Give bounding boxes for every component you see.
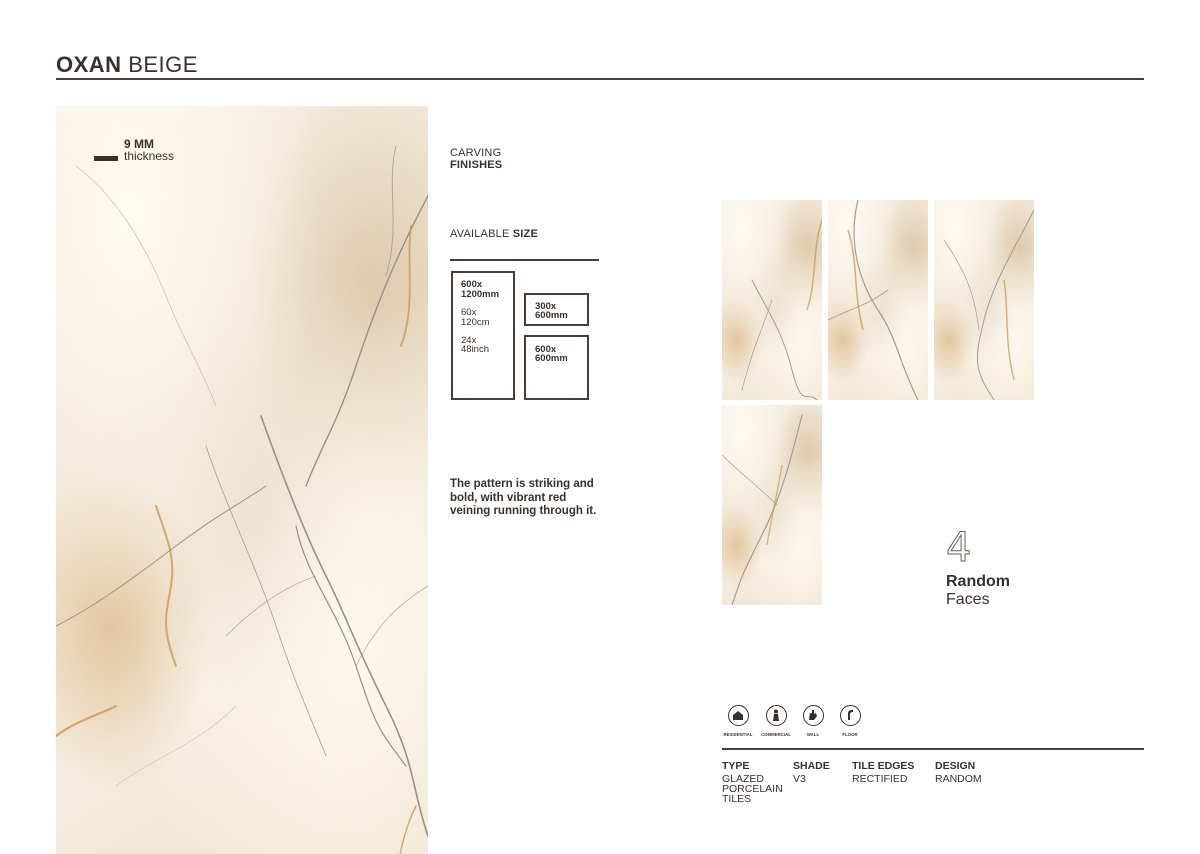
face-image — [722, 200, 822, 400]
wall-icon — [803, 705, 824, 726]
size-box-600x600 — [524, 335, 589, 400]
face-image — [828, 200, 928, 400]
page-title — [56, 52, 198, 78]
usage-wall — [793, 705, 833, 737]
size-divider — [450, 259, 599, 261]
thickness-value: 9 MM — [124, 137, 154, 151]
size-inch-line2: 48inch — [461, 344, 489, 355]
usage-floor — [830, 705, 870, 737]
title-light: BEIGE — [128, 52, 198, 77]
face-veins — [722, 200, 822, 400]
thickness-bar-icon — [94, 156, 118, 161]
commercial-icon — [766, 705, 787, 726]
faces-label: Faces — [946, 591, 990, 608]
face-veins — [722, 405, 822, 605]
face-veins — [934, 200, 1034, 400]
spec-type-line3: TILES — [722, 793, 752, 805]
usage-label: FLOOR — [842, 732, 858, 737]
product-description: The pattern is striking and bold, with vibrant red veining running through it. — [450, 478, 597, 517]
size-box-300x600 — [524, 293, 589, 326]
header-divider — [56, 78, 1144, 80]
size-300-line2: 600mm — [535, 310, 568, 321]
size-box-600x1200 — [451, 271, 515, 400]
marble-veins — [56, 106, 428, 854]
available-size-bold: SIZE — [512, 228, 538, 240]
size-inch-line1: 24x — [461, 335, 477, 346]
face-image — [934, 200, 1034, 400]
spec-tile-edges-heading: TILE EDGES — [852, 760, 915, 772]
size-mm-line2: 1200mm — [461, 289, 500, 300]
main-tile-image — [56, 106, 428, 854]
usage-label: RESIDENTIAL — [723, 732, 753, 737]
specs-divider — [722, 748, 1144, 750]
spec-type-heading: TYPE — [722, 760, 750, 772]
size-300-line1: 300x — [535, 301, 557, 312]
spec-type-line1: GLAZED — [722, 773, 765, 785]
faces-label-bold: Random — [946, 573, 1010, 590]
face-image — [722, 405, 822, 605]
size-cm-line1: 60x — [461, 307, 477, 318]
spec-design-value: RANDOM — [935, 773, 982, 785]
spec-shade-heading: SHADE — [793, 760, 830, 772]
size-600-line2: 600mm — [535, 353, 568, 364]
thickness-label: thickness — [124, 149, 175, 163]
spec-tile-edges-value: RECTIFIED — [852, 773, 908, 785]
available-size-heading — [450, 228, 538, 240]
spec-design-heading: DESIGN — [935, 760, 976, 772]
available-size-light: AVAILABLE — [450, 228, 510, 240]
usage-commercial — [756, 705, 796, 737]
finishes-line1: CARVING — [450, 147, 502, 159]
size-cm-line2: 120cm — [461, 317, 490, 328]
usage-residential — [718, 705, 758, 737]
finishes-line2: FINISHES — [450, 159, 503, 171]
spec-shade-value: V3 — [793, 773, 806, 785]
size-600-line1: 600x — [535, 344, 557, 355]
face-veins — [828, 200, 928, 400]
residential-icon — [728, 705, 749, 726]
spec-type-value — [722, 774, 792, 804]
faces-count: 4 — [946, 525, 972, 571]
title-bold: OXAN — [56, 52, 122, 77]
usage-label: COMMERCIAL — [761, 732, 791, 737]
spec-type-line2: PORCELAIN — [722, 783, 783, 795]
size-mm-line1: 600x — [461, 279, 483, 290]
usage-label: WALL — [806, 732, 820, 737]
floor-icon — [840, 705, 861, 726]
